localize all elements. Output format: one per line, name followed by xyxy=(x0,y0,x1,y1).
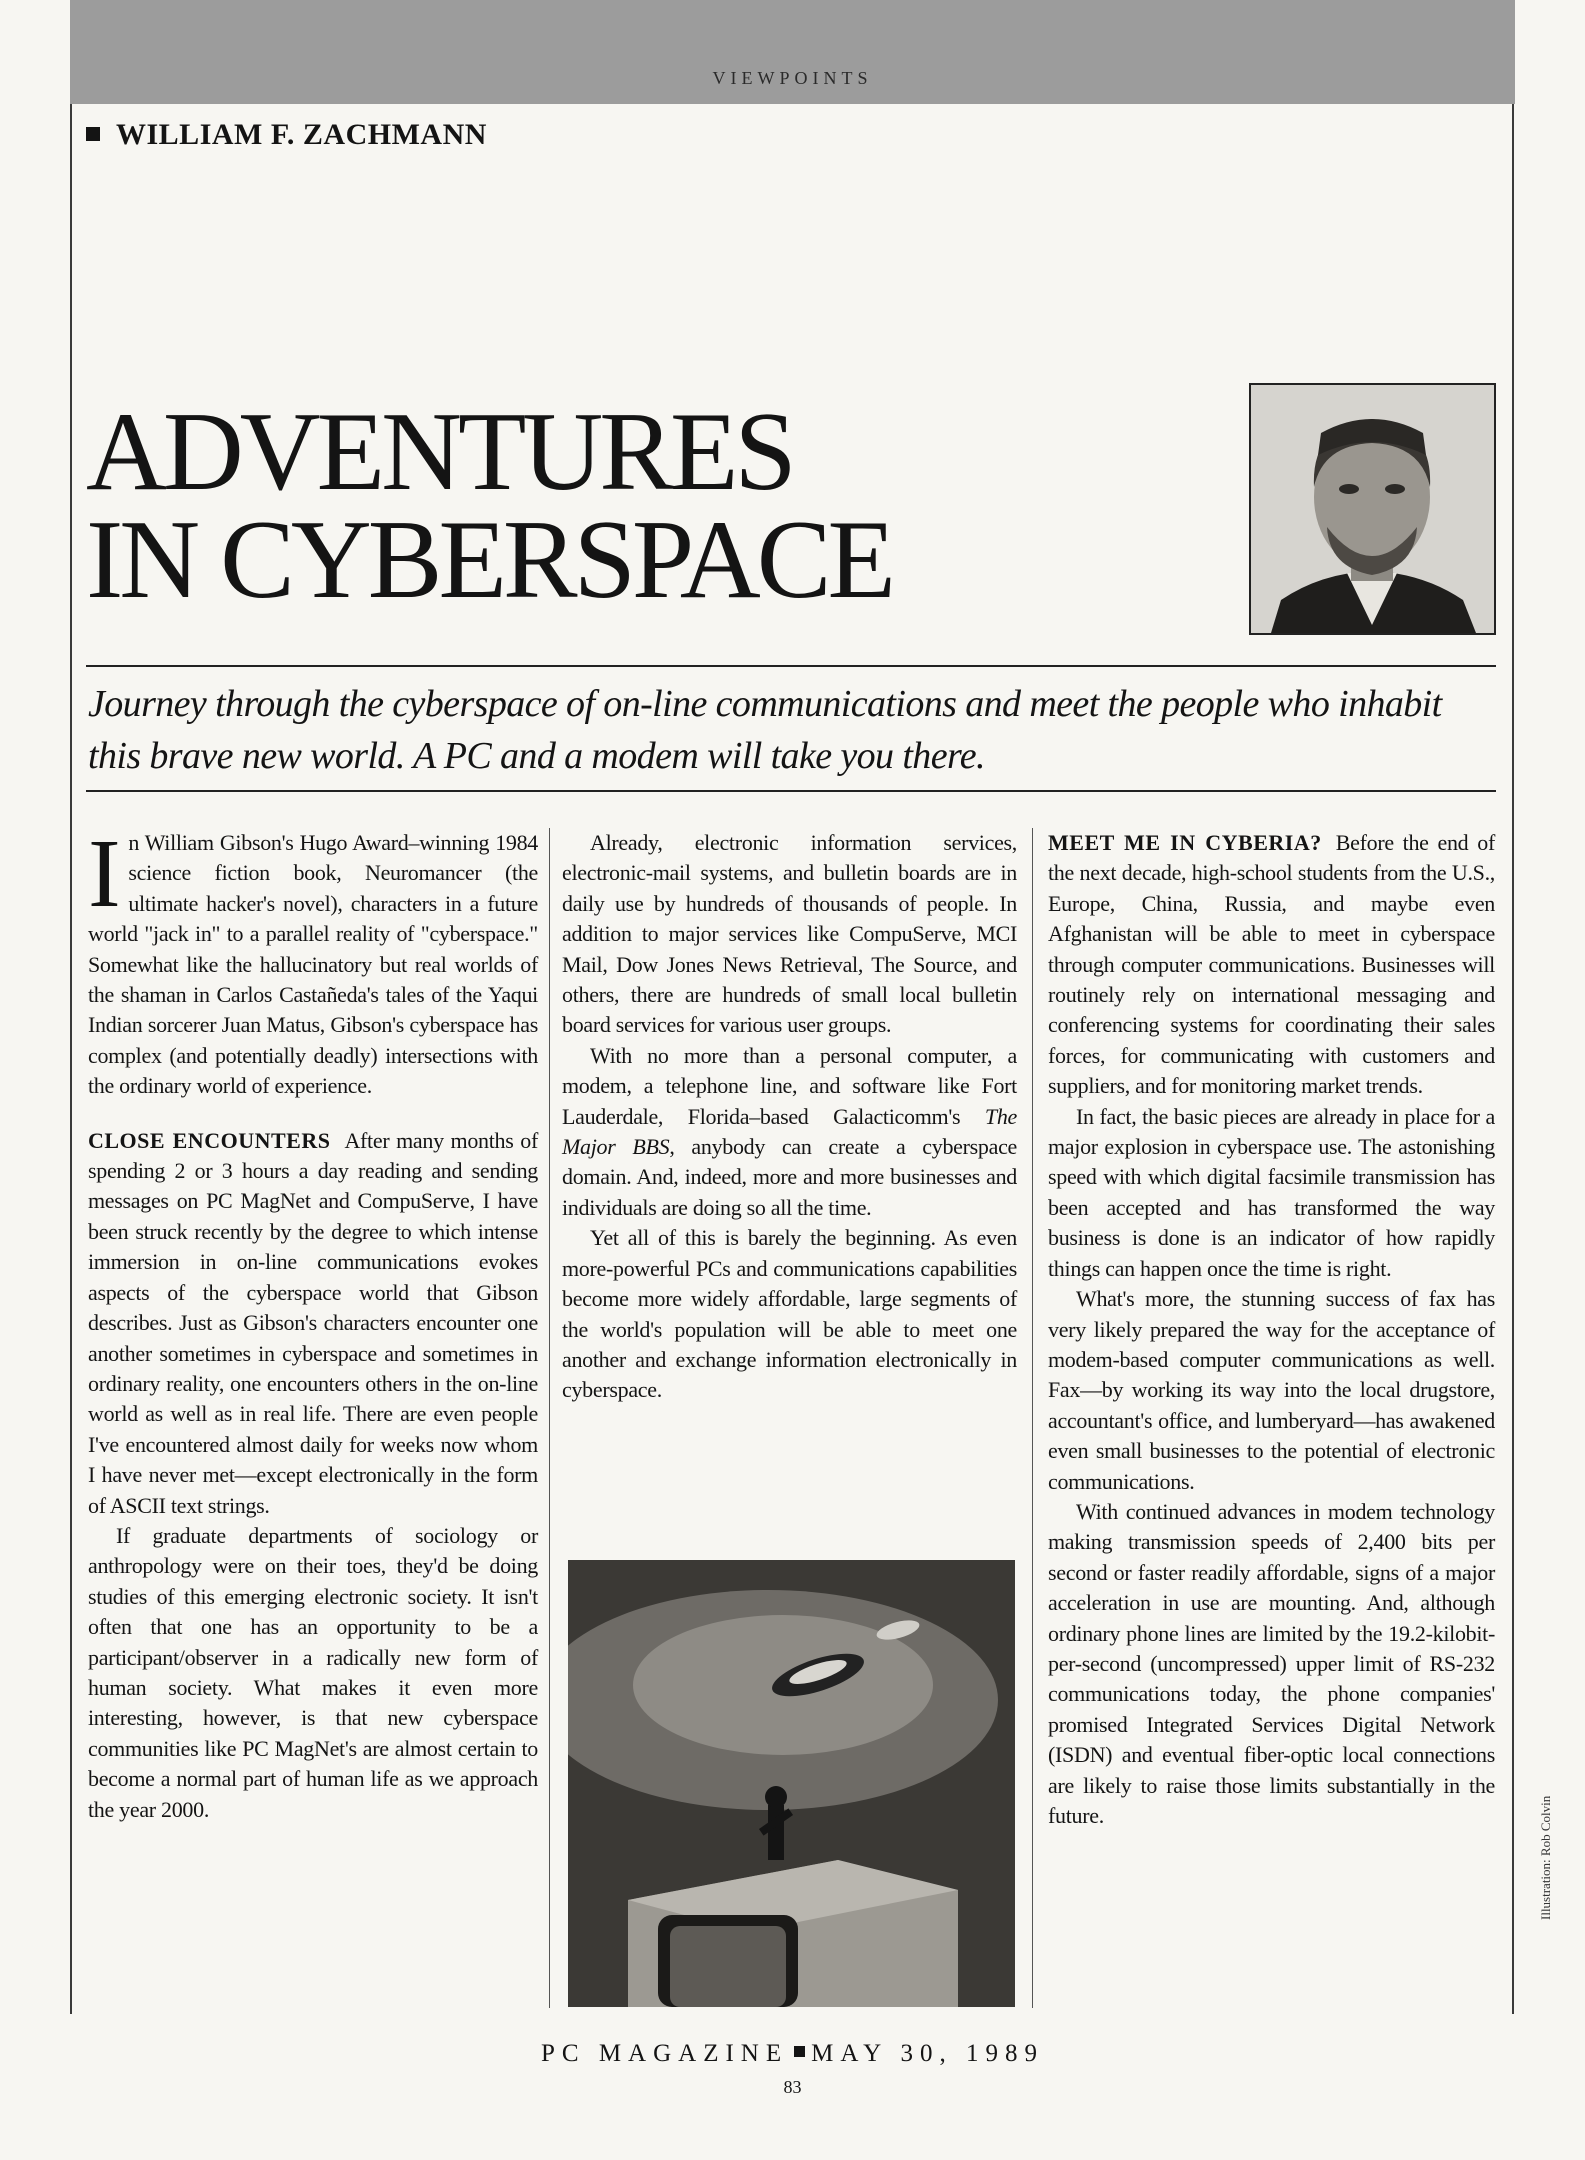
footer-separator-icon xyxy=(794,2046,805,2057)
illustration-credit: Illustration: Rob Colvin xyxy=(1538,1795,1553,1920)
deck-rule-bottom xyxy=(86,790,1496,792)
footer-date: MAY 30, 1989 xyxy=(811,2040,1045,2067)
headline-line-1: ADVENTURES xyxy=(86,390,793,514)
paragraph-sociology: If graduate departments of sociology or anthropology were on their toes, they'd be doing studies of this emerging electronic society. It isn't often that one has an opportunity to be a participant/observer in a radically new form of human society. What makes it even more interesting, however, is that new cyberspace communities like PC MagNet's are almost certain to become a normal part of human life as we approach the year 2000. xyxy=(88,1522,538,1822)
subhead-meet-me-in-cyberia: MEET ME IN CYBERIA? xyxy=(1048,830,1322,855)
paragraph-personal-computer xyxy=(562,1041,1017,1223)
article-column-2 xyxy=(562,828,1017,1406)
paragraph-services: Already, electronic information services, electronic-mail systems, and bulletin boards are in daily use by hundreds of thousands of people. In addition to major services like CompuServe, MCI Mail, Dow Jones News Retrieval, The Source, and others, there are hundreds of small local bulletin board services for various user groups. xyxy=(562,830,1017,1038)
paragraph-personal-computer-text-a: With no more than a personal computer, a modem, a telephone line, and software like Fort Lauderdale, Florida–based Galacticomm's xyxy=(562,1042,1017,1129)
paragraph-close-encounters xyxy=(88,1126,538,1521)
headline xyxy=(86,390,892,622)
deck-rule-top xyxy=(86,665,1496,667)
author-name: WILLIAM F. ZACHMANN xyxy=(116,118,487,151)
paragraph-beginning: Yet all of this is barely the beginning. As even more-powerful PCs and communications capabilities become more widely affordable, large segments of the world's population will be able to meet one another and exchange information electronically in cyberspace. xyxy=(562,1225,1017,1403)
deck-subtitle xyxy=(88,678,1498,782)
drop-cap: I xyxy=(88,820,121,928)
book-title-major-bbs: The Major BBS xyxy=(562,1103,1017,1160)
paragraph-basic-pieces: In fact, the basic pieces are already in place for a major explosion in cyberspace use. The astonishing speed with which digital facsimile transmission has been accepted and has transformed the way business is done is an indicator of how rapidly things can happen once the time is right. xyxy=(1048,1103,1495,1281)
illustration-robot-tv-icon xyxy=(568,1560,1015,2007)
cyberspace-illustration xyxy=(568,1560,1015,2007)
paragraph-fax: What's more, the stunning success of fax has very likely prepared the way for the acceptance of modem-based computer communications as well. Fax—by working its way into the local drugstore, accountant's office, and lumberyard—has awakened even small businesses to the potential of electronic communications. xyxy=(1048,1286,1495,1494)
bullet-square-icon xyxy=(86,127,100,141)
paragraph-intro xyxy=(88,820,538,1102)
paragraph-cyberia xyxy=(1048,828,1495,1102)
headline-line-2: IN CYBERSPACE xyxy=(86,498,892,622)
page-footer xyxy=(0,2040,1585,2068)
subhead-close-encounters: CLOSE ENCOUNTERS xyxy=(88,1127,331,1153)
author-byline xyxy=(86,118,487,152)
article-column-1 xyxy=(88,820,538,1825)
column-rule-2 xyxy=(1032,828,1033,2008)
page-number: 83 xyxy=(783,2077,802,2097)
paragraph-close-encounters-text: After many months of spending 2 or 3 hours a day reading and sending messages on PC MagNet and CompuServe, I have been struck recently by the degree to which intense immersion in on-line communications evokes aspects of the cyberspace world that Gibson describes. Just as Gibson's characters encounter one another sometimes in cyberspace and sometimes in ordinary reality, one encounters others in the on-line world as well as in real life. There are even people I've encountered almost daily for weeks now whom I have never met—except electronically in the form of ASCII text strings. xyxy=(88,1127,538,1518)
paragraph-cyberia-text: Before the end of the next decade, high-school students from the U.S., Europe, China, Russia, and maybe even Afghanistan will be able to meet in cyberspace through computer communications. Businesses will routinely rely on international messaging and conferencing systems for coordinating their sales forces, for communicating with customers and suppliers, and for monitoring market trends. xyxy=(1048,830,1495,1099)
left-border-rule xyxy=(70,104,72,2014)
deck-line-1: Journey through the cyberspace of on-line communications and meet the people who inhabit xyxy=(88,683,1442,725)
footer-publication: PC MAGAZINE xyxy=(540,2040,789,2067)
paragraph-modem-technology: With continued advances in modem technology making transmission speeds of 2,400 bits per second or faster readily affordable, signs of a major acceleration in use are mounting. And, although ordinary phone lines are limited by the 19.2-kilobit-per-second (uncompressed) upper limit of RS-232 communications today, the phone companies' promised Integrated Services Digital Network (ISDN) and eventual fiber-optic local connections are likely to raise those limits substantially in the future. xyxy=(1048,1498,1495,1828)
right-border-rule xyxy=(1512,104,1514,2014)
paragraph-intro-text: n William Gibson's Hugo Award–winning 1984 science fiction book, Neuromancer (the ultimate hacker's novel), characters in a future world "jack in" to a parallel reality of "cyberspace." Somewhat like the hallucinatory but real worlds of the shaman in Carlos Castañeda's tales of the Yaqui Indian sorcerer Juan Matus, Gibson's cyberspace has complex (and potentially deadly) intersections with the ordinary world of experience. xyxy=(88,830,538,1099)
paragraph-personal-computer-text-b: , anybody can create a cyberspace domain. And, indeed, more and more businesses and individuals are doing so all the time. xyxy=(562,1134,1017,1220)
author-portrait xyxy=(1249,383,1496,635)
deck-line-2: this brave new world. A PC and a modem will take you there. xyxy=(88,735,985,777)
article-column-3 xyxy=(1048,828,1495,1831)
portrait-photo-icon xyxy=(1251,385,1494,633)
section-label: VIEWPOINTS xyxy=(712,68,873,88)
column-rule-1 xyxy=(549,828,550,2008)
